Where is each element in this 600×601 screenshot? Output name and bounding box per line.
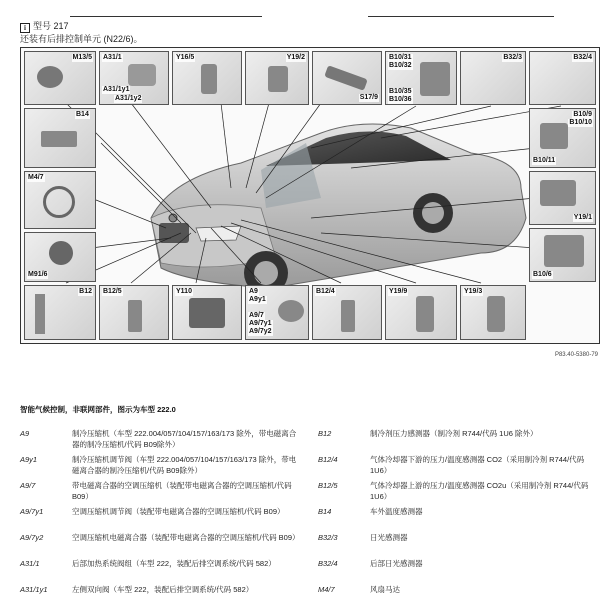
panel-label: A9y1	[249, 296, 266, 303]
legend-code: B32/3	[318, 533, 338, 542]
panel-label: M13/5	[72, 54, 92, 61]
legend-desc: 后部日光感测器	[370, 559, 423, 568]
panel-y19-1	[529, 171, 596, 225]
legend-desc: 带电磁离合器的空调压缩机（装配带电磁离合器的空调压缩机/代码 B09）	[72, 481, 292, 501]
panel-label: B12/5	[103, 288, 122, 295]
legend-desc: 空调压缩机调节阀（装配带电磁离合器的空调压缩机/代码 B09）	[72, 507, 285, 516]
panel-b10-6	[529, 228, 596, 282]
legend-desc: 制冷压缩机（车型 222.004/057/104/157/163/173 除外，带电磁离合器的制冷压缩机/代码 B09除外）	[72, 429, 297, 449]
panel-y16-5	[172, 51, 242, 105]
compressor-icon	[278, 300, 304, 322]
sensor-block-icon	[420, 62, 450, 96]
valve-icon	[487, 296, 505, 332]
sensor-icon	[128, 300, 142, 332]
panel-b32-4	[529, 51, 596, 105]
valve-icon	[540, 180, 576, 206]
panel-a31-1	[99, 51, 169, 105]
panel-label: B10/36	[389, 96, 412, 103]
panel-label: M4/7	[28, 174, 44, 181]
legend-desc: 风扇马达	[370, 585, 400, 594]
legend-code: A31/1	[20, 559, 40, 568]
legend-code: A31/1y1	[20, 585, 48, 594]
panel-label: A31/1y1	[103, 86, 130, 93]
panel-label: Y19/2	[286, 54, 305, 61]
panel-m4-7	[24, 171, 96, 229]
model-label: 型号 217	[33, 21, 69, 31]
panel-label: Y19/9	[389, 288, 408, 295]
legend-desc: 空调压缩机电磁离合器（装配带电磁离合器的空调压缩机/代码 B09）	[72, 533, 300, 542]
legend-code: B12/4	[318, 455, 338, 464]
panel-label: B12/4	[316, 288, 335, 295]
panel-b12	[24, 285, 96, 340]
panel-label: Y19/3	[464, 288, 483, 295]
component-location-figure	[20, 47, 600, 344]
panel-b10-9	[529, 108, 596, 168]
panel-m13-5	[24, 51, 96, 105]
panel-b14	[24, 108, 96, 168]
legend-desc: 后部加热系统阀组（车型 222，装配后排空调系统/代码 582）	[72, 559, 276, 568]
legend-code: A9y1	[20, 455, 38, 464]
legend-desc: 日光感测器	[370, 533, 408, 542]
legend-code: A9/7y1	[20, 507, 44, 516]
sensor-icon	[41, 131, 77, 147]
panel-m91-6	[24, 232, 96, 282]
panel-label: A31/1	[103, 54, 122, 61]
panel-label: S17/9	[359, 94, 378, 101]
panel-a9	[245, 285, 309, 340]
legend-code: B14	[318, 507, 332, 516]
header-rule-right	[368, 16, 554, 17]
legend-code: A9	[20, 429, 30, 438]
fan-icon	[43, 186, 75, 218]
panel-label: M91/6	[28, 271, 48, 278]
panel-b12-5	[99, 285, 169, 340]
valve-icon	[268, 66, 288, 92]
legend-code: A9/7	[20, 481, 36, 490]
legend-code: A9/7y2	[20, 533, 44, 542]
panel-label: Y110	[176, 288, 192, 295]
panel-label: B10/32	[389, 62, 412, 69]
legend-desc: 气体冷却器下游的压力/温度感测器 CO2（采用制冷剂 R744/代码 1U6）	[370, 455, 585, 475]
panel-label: A9	[249, 288, 258, 295]
valve-icon	[189, 298, 225, 328]
panel-b12-4	[312, 285, 382, 340]
header-note: 还装有后排控制单元 (N22/6)。	[20, 34, 143, 44]
legend-desc: 制冷压缩机调节阀（车型 222.004/057/104/157/163/173 除外，带电磁离合器的制冷压缩机/代码 B09除外）	[72, 455, 297, 475]
panel-label: B10/9	[573, 111, 592, 118]
panel-label: A31/1y2	[115, 95, 142, 102]
panel-label: B10/31	[389, 54, 412, 61]
panel-label: B32/4	[573, 54, 592, 61]
legend-desc: 气体冷却器上游的压力/温度感测器 CO2u（采用制冷剂 R744/代码 1U6）	[370, 481, 589, 501]
sensor-block-icon	[544, 235, 584, 267]
sensor-icon	[341, 300, 355, 332]
panel-label: B12	[79, 288, 92, 295]
panel-b10-31	[385, 51, 457, 105]
page-header	[20, 20, 143, 45]
panel-s17-9	[312, 51, 382, 105]
panel-label: A9/7y1	[249, 320, 272, 327]
valve-block-icon	[128, 64, 156, 86]
legend-title: 智能气候控制，非联网部件，图示为车型 222.0	[20, 405, 176, 414]
panel-label: B10/11	[533, 157, 556, 164]
sensor-block-icon	[540, 123, 568, 149]
legend-desc: 制冷剂压力感测器（制冷剂 R744/代码 1U6 除外）	[370, 429, 538, 438]
header-rule-left	[70, 16, 262, 17]
figure-reference: P83.40-5380-79	[554, 352, 598, 358]
panel-label: B10/10	[569, 119, 592, 126]
legend-code: B32/4	[318, 559, 338, 568]
legend-desc: 左侧双向阀（车型 222，装配后排空调系统/代码 582）	[72, 585, 254, 594]
panel-b32-3	[460, 51, 526, 105]
panel-label: B10/6	[533, 271, 552, 278]
legend-code: B12/5	[318, 481, 338, 490]
panel-y19-3	[460, 285, 526, 340]
pump-icon	[37, 66, 63, 88]
valve-icon	[416, 296, 434, 332]
legend-code: M4/7	[318, 585, 335, 594]
panel-label: A9/7	[249, 312, 264, 319]
panel-label: B14	[76, 111, 89, 118]
panel-label: Y16/5	[176, 54, 195, 61]
switch-icon	[324, 65, 368, 91]
legend-code: B12	[318, 429, 332, 438]
info-icon: i	[20, 23, 30, 33]
panel-label: B10/35	[389, 88, 412, 95]
panel-label: B32/3	[503, 54, 522, 61]
panel-label: Y19/1	[573, 214, 592, 221]
motor-icon	[49, 241, 73, 265]
panel-y19-2	[245, 51, 309, 105]
sensor-icon	[35, 294, 45, 334]
valve-icon	[201, 64, 217, 94]
panel-y110	[172, 285, 242, 340]
legend-desc: 车外温度感测器	[370, 507, 423, 516]
panel-y19-9	[385, 285, 457, 340]
panel-label: A9/7y2	[249, 328, 272, 335]
